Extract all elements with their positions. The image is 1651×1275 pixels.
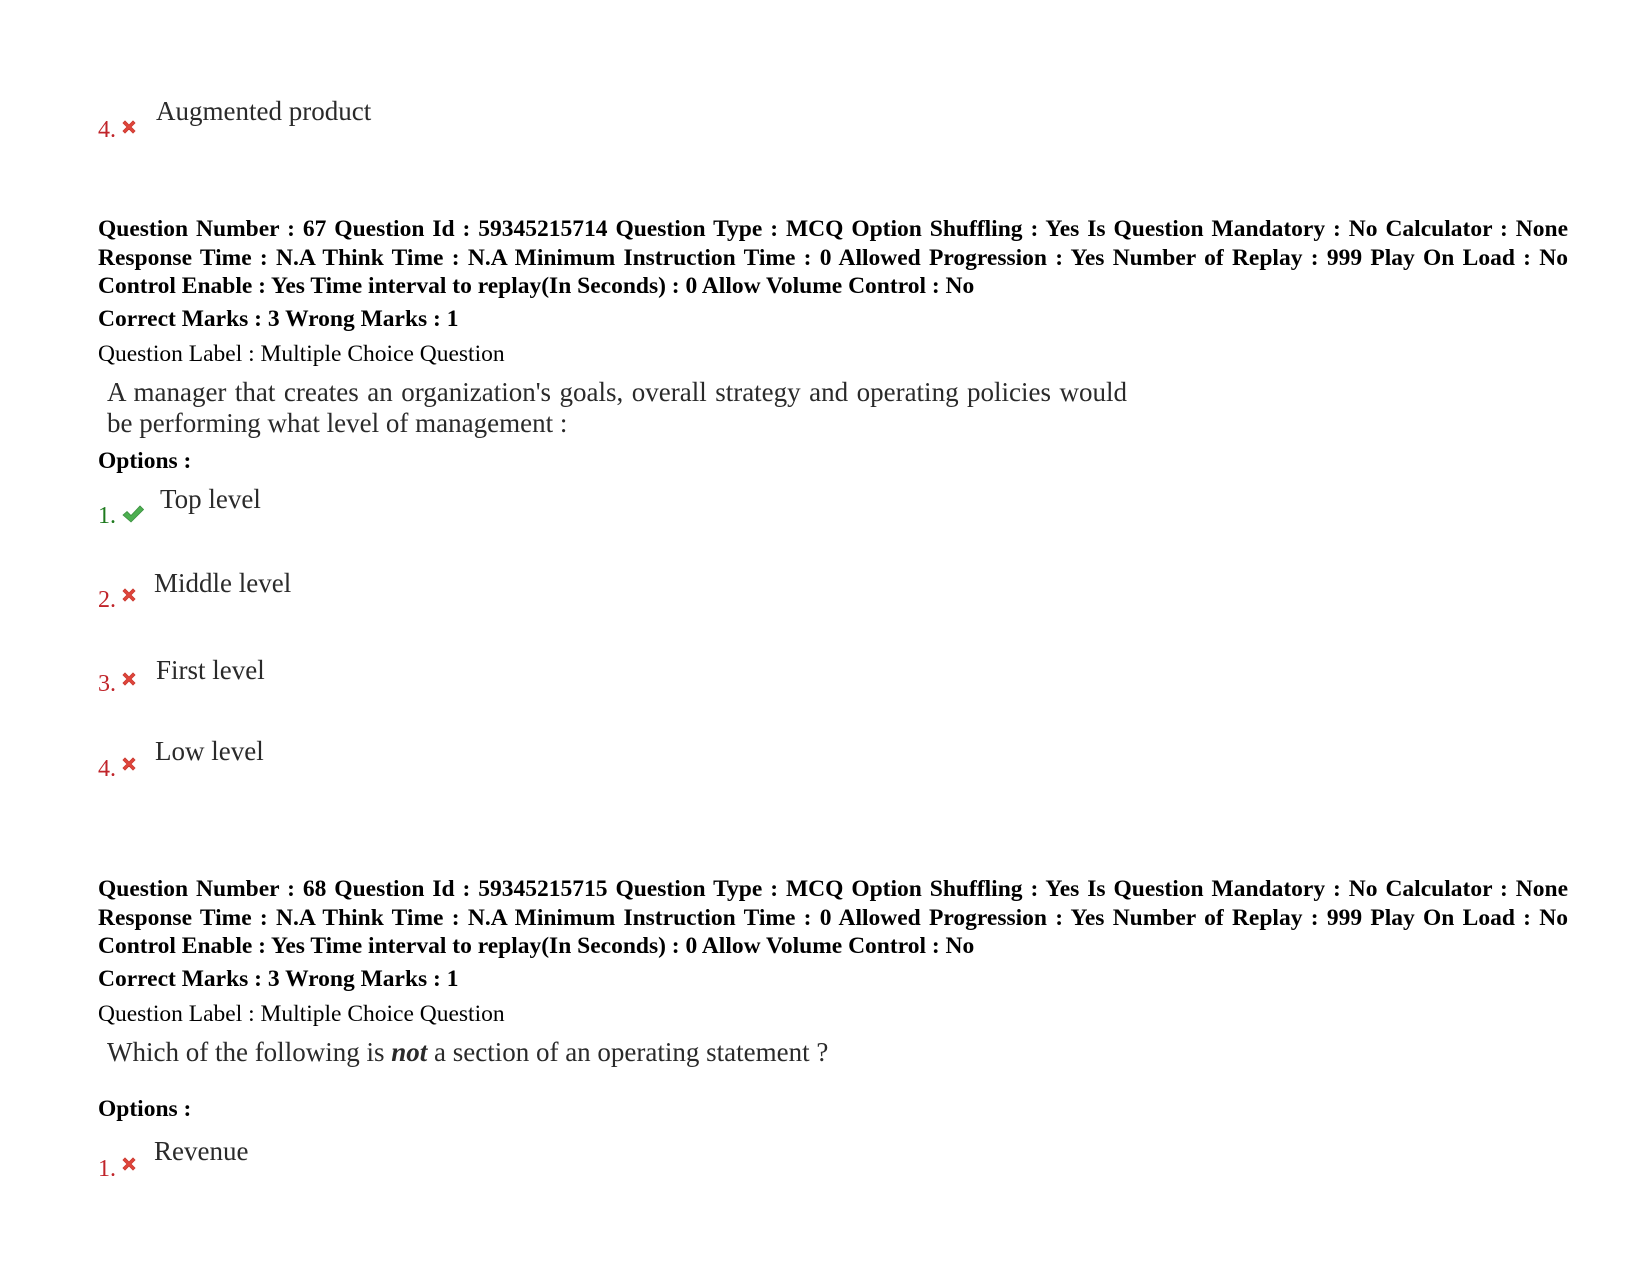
option-number: 4. xyxy=(98,756,116,782)
option-number: 1. xyxy=(98,503,116,529)
question-text: A manager that creates an organization's goals, overall strategy and operating policies would be performing what level of management : xyxy=(107,376,1127,438)
question-text-start: Which of the following is xyxy=(107,1036,392,1067)
cross-icon xyxy=(120,586,138,604)
option-text: First level xyxy=(156,655,265,685)
option-text: Revenue xyxy=(154,1136,249,1166)
question-label: Question Label : Multiple Choice Question xyxy=(98,1000,505,1027)
option-number: 4. xyxy=(98,117,116,143)
question-text-emphasis: not xyxy=(391,1036,428,1067)
cross-icon xyxy=(120,670,138,688)
question-text-end: a section of an operating statement ? xyxy=(427,1036,829,1067)
options-heading: Options : xyxy=(98,1096,192,1122)
question-marks: Correct Marks : 3 Wrong Marks : 1 xyxy=(98,965,459,992)
check-icon xyxy=(122,504,144,524)
question-label: Question Label : Multiple Choice Question xyxy=(98,340,505,367)
option-text: Low level xyxy=(155,736,264,766)
question-meta: Question Number : 68 Question Id : 59345215715 Question Type : MCQ Option Shuffling : Yes Is Question Mandatory : No Calculator : None Response Time : N.A Think Time : N.A Minimum Instruction Time : 0 Allowed Progression : Yes Number of Replay : 999 Play On Load : No Control Enable : Yes Time interval to replay(In Seconds) : 0 Allow Volume Control : No xyxy=(98,876,1568,959)
cross-icon xyxy=(120,755,138,773)
option-text: Augmented product xyxy=(156,96,372,126)
option-text: Top level xyxy=(160,484,261,514)
question-block xyxy=(98,215,1568,439)
question-meta: Question Number : 67 Question Id : 59345215714 Question Type : MCQ Option Shuffling : Yes Is Question Mandatory : No Calculator : None Response Time : N.A Think Time : N.A Minimum Instruction Time : 0 Allowed Progression : Yes Number of Replay : 999 Play On Load : No Control Enable : Yes Time interval to replay(In Seconds) : 0 Allow Volume Control : No xyxy=(98,216,1568,299)
cross-icon xyxy=(120,1155,138,1173)
option-text: Middle level xyxy=(154,568,292,598)
question-marks: Correct Marks : 3 Wrong Marks : 1 xyxy=(98,305,459,332)
option-number: 2. xyxy=(98,587,116,613)
cross-icon xyxy=(120,118,138,136)
options-heading: Options : xyxy=(98,448,192,474)
question-block xyxy=(98,875,1568,1068)
option-number: 1. xyxy=(98,1156,116,1182)
option-number: 3. xyxy=(98,671,116,697)
question-text xyxy=(107,1037,1127,1068)
